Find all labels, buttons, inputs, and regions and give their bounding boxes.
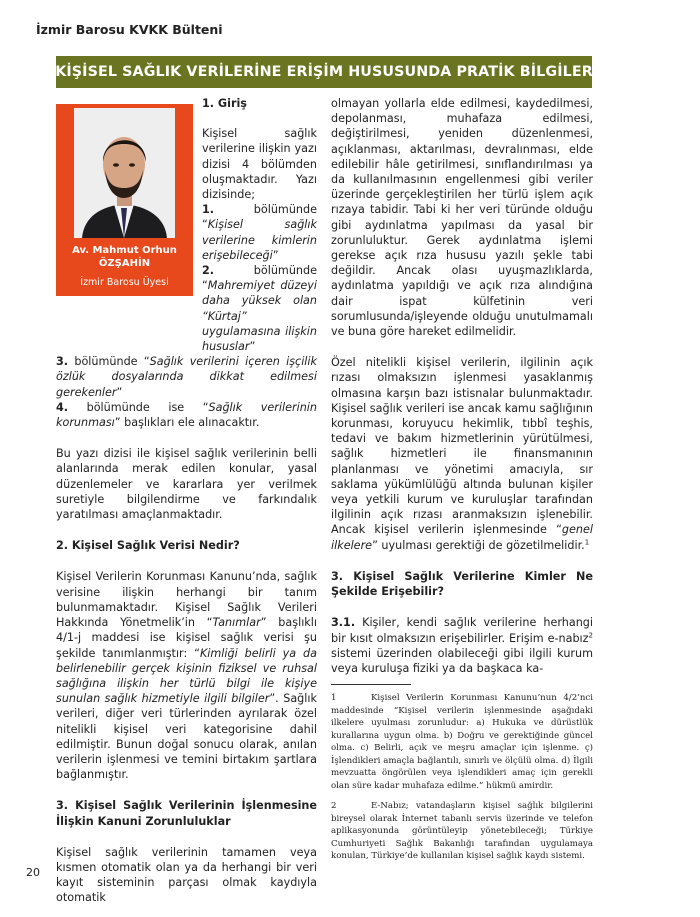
text: genel ilkelere xyxy=(331,523,593,552)
section-heading-3b: 3. Kişisel Sağlık Verilerine Kimler Ne Şekilde Erişebilir? xyxy=(331,569,593,599)
series-list-item-4 xyxy=(56,400,317,430)
list-number: 3.1. xyxy=(331,616,356,630)
footnote-number: 1 xyxy=(331,693,337,703)
series-list-item-3 xyxy=(56,354,317,400)
series-list-item-2 xyxy=(202,263,317,354)
bulletin-title: İzmir Barosu KVKK Bülteni xyxy=(36,22,223,37)
text: ”. Sağlık verileri, diğer veri türlerinden ayrılarak özel nitelikli kişisel veri kategorisine dahil edilmiştir. Bunun doğal sonucu olarak, anılan verilerin işlenmesi ve temini birtakım şartlara bağlanmıştır. xyxy=(56,692,317,782)
text: bölümünde ise “ xyxy=(68,400,209,414)
intro-purpose-paragraph: Bu yazı dizisi ile kişisel sağlık verilerinin belli alanlarında merak edilen konular, yasal düzenlemeler ve kararlara yer verilmek suretiyle bilgilendirme ve farkındalık yaratılması amaçlanmaktadır. xyxy=(56,447,317,522)
article-title-banner xyxy=(56,56,592,88)
list-number: 1. xyxy=(202,203,215,217)
text: Kimliği belirli ya da belirlenebilir gerçek kişinin fiziksel ve ruhsal sağlığına ilişkin her türlü bilgi ile kişiye sunulan sağlık hizmetiyle ilgili bilgiler xyxy=(56,646,318,706)
text: ” başlıklı 4/1-j maddesi ise kişisel sağlık verisi şu şekilde tanımlanmıştır: “ xyxy=(56,616,317,660)
author-name-line1: Av. Mahmut Orhun xyxy=(72,245,177,256)
text: Kişiler, kendi sağlık verilerine herhangi bir kısıt olmaksızın erişebilirler. Erişim e-nabız xyxy=(331,616,593,645)
list-number: 2. xyxy=(202,264,215,278)
text: Sağlık verilerini içeren işçilik özlük dosyalarında dikkat edilmesi gerekenler xyxy=(56,355,317,399)
text: Kişisel sağlık verilerine kimlerin erişebileceği xyxy=(202,218,317,262)
right-column xyxy=(331,96,593,676)
series-list-item-1 xyxy=(202,202,317,263)
list-number: 4. xyxy=(56,400,69,414)
footnote-ref[interactable]: 1 xyxy=(584,537,590,546)
footnote-2 xyxy=(331,800,593,863)
text: bölümünde “ xyxy=(202,203,317,232)
consent-paragraph: olmayan yollarla elde edilmesi, kaydedilmesi, depolanması, muhafaza edilmesi, değiştirilmesi, yeniden düzenlenmesi, açıklanması, aktarılması, devralınması, elde edilebilir hâle getirilmesi, sınıflandırılması ya da kullanılmasının engellenmesi gibi veriler üzerinde gerçekleştirilen her türlü işlem açık rızaya tabidir. Tabi ki her veri türünde olduğu gibi aydınlatma yapılması da yasal bir zorunluluktur. Gerek aydınlatma işlemi gerekse açık rıza hususu yazılı şekle tabi değildir. Ancak olası uyuşmazlıklarda, aydınlatma yapıldığı ve açık rıza alındığına dair ispat külfetinin veri sorumlusunda/işleyende olduğu unutulmamalı ve buna göre hareket edilmelidir. xyxy=(331,97,593,339)
text: Özel nitelikli kişisel verilerin, ilgilinin açık rızası olmaksızın işlenmesi yasaklanmış olmasına karşın bazı istisnalar bulunmaktadır. Kişisel sağlık verileri ise ancak kamu sağlığının korunması, koruyucu hekimlik, tıbbî teşhis, tedavi ve bakım hizmetlerinin yürütülmesi, sağlık hizmetleri ile finansmanının planlanması ve yönetimi amacıyla, sır saklama yükümlülüğü altında bulunan kişiler veya yetkili kurum ve kuruluşlar tarafından ilgilinin açık rızası aranmaksızın işlenebilir. Ancak kişisel verilerin işlenmesinde “ xyxy=(331,356,593,537)
footnote-number: 2 xyxy=(331,801,337,811)
exceptions-paragraph xyxy=(331,355,593,553)
section-heading-3: 3. Kişisel Sağlık Verilerinin İşlenmesine İlişkin Kanuni Zorunluluklar xyxy=(56,799,317,828)
text: ” başlıkları ele alınacaktır. xyxy=(114,416,260,430)
footnote-ref[interactable]: 2 xyxy=(588,630,593,639)
text: ” xyxy=(249,340,256,354)
page-number: 20 xyxy=(26,866,40,879)
processing-paragraph: Kişisel sağlık verilerinin tamamen veya kısmen otomatik olan ya da herhangi bir veri kayıt sisteminin parçası olmak kaydıyla otomatik xyxy=(56,845,317,905)
author-role: İzmir Barosu Üyesi xyxy=(80,277,169,288)
footnote-1 xyxy=(331,692,593,792)
footnote-text: Kişisel Verilerin Korunması Kanunu’nun 4/2’nci maddesinde “Kişisel verilerin işlenmesinde aşağıdaki ilkelere uyulması zorunludur: a) Hukuka ve dürüstlük kurallarına uygun olma. b) Doğru ve gerektiğinde güncel olma. c) Belirli, açık ve meşru amaçlar için işlenme. ç) İşlendikleri amaçla bağlantılı, sınırlı ve ölçülü olma. d) İlgili mevzuatta öngörülen veya işlendikleri amaç için gerekli olan süre kadar muhafaza edilme.” hükmü amirdir. xyxy=(331,693,593,791)
text: ” xyxy=(116,385,123,399)
footnote-text: E-Nabız; vatandaşların kişisel sağlık bilgilerini bireysel olarak İnternet tabanlı servis üzerinde ve telefon aplikasyonunda görüntüleyip yönetebileceği; Türkiye Cumhuriyeti Sağlık Bakanlığı tarafından uygulamaya konulan, Türkiye’de kullanılan kişisel sağlık kaydı sistemi. xyxy=(331,801,593,861)
left-column xyxy=(56,96,317,906)
section-heading-1: 1. Giriş xyxy=(202,97,247,110)
text: bölümünde “ xyxy=(68,355,150,369)
list-number: 3. xyxy=(56,355,69,369)
article-title: KİŞİSEL SAĞLIK VERİLERİNE ERİŞİM HUSUSUNDA PRATİK BİLGİLER xyxy=(55,64,593,80)
access-paragraph xyxy=(331,615,593,676)
text: bölümünde “ xyxy=(202,264,317,293)
definition-paragraph xyxy=(56,569,317,782)
text: Sağlık verilerinin korunması xyxy=(56,400,317,430)
text: Tanımlar xyxy=(212,616,261,630)
intro-paragraph: Kişisel sağlık verilerine ilişkin yazı dizisi 4 bölümden oluşmaktadır. Yazı dizisinde; xyxy=(202,127,317,202)
footnote-divider xyxy=(331,684,411,685)
text: Kişisel Verilerin Korunması Kanunu’nda, sağlık verisine ilişkin herhangi bir tanım bulunmamaktadır. Kişisel Sağlık Verileri Hakkında Yönetmelik’in “ xyxy=(56,570,317,630)
text: ” uyulması gerektiği de gözetilmelidir. xyxy=(372,538,585,552)
section-heading-2: 2. Kişisel Sağlık Verisi Nedir? xyxy=(56,539,240,553)
text: Mahremiyet düzeyi daha yüksek olan “Kürtaj” uygulamasına ilişkin hususlar xyxy=(202,279,317,354)
author-name-line2: ÖZŞAHİN xyxy=(98,258,151,269)
text: ” xyxy=(272,248,279,262)
text: sistemi üzerinden olabileceği gibi ilgili kurum veya kuruluşa fiziki ya da başkaca ka- xyxy=(331,646,593,675)
